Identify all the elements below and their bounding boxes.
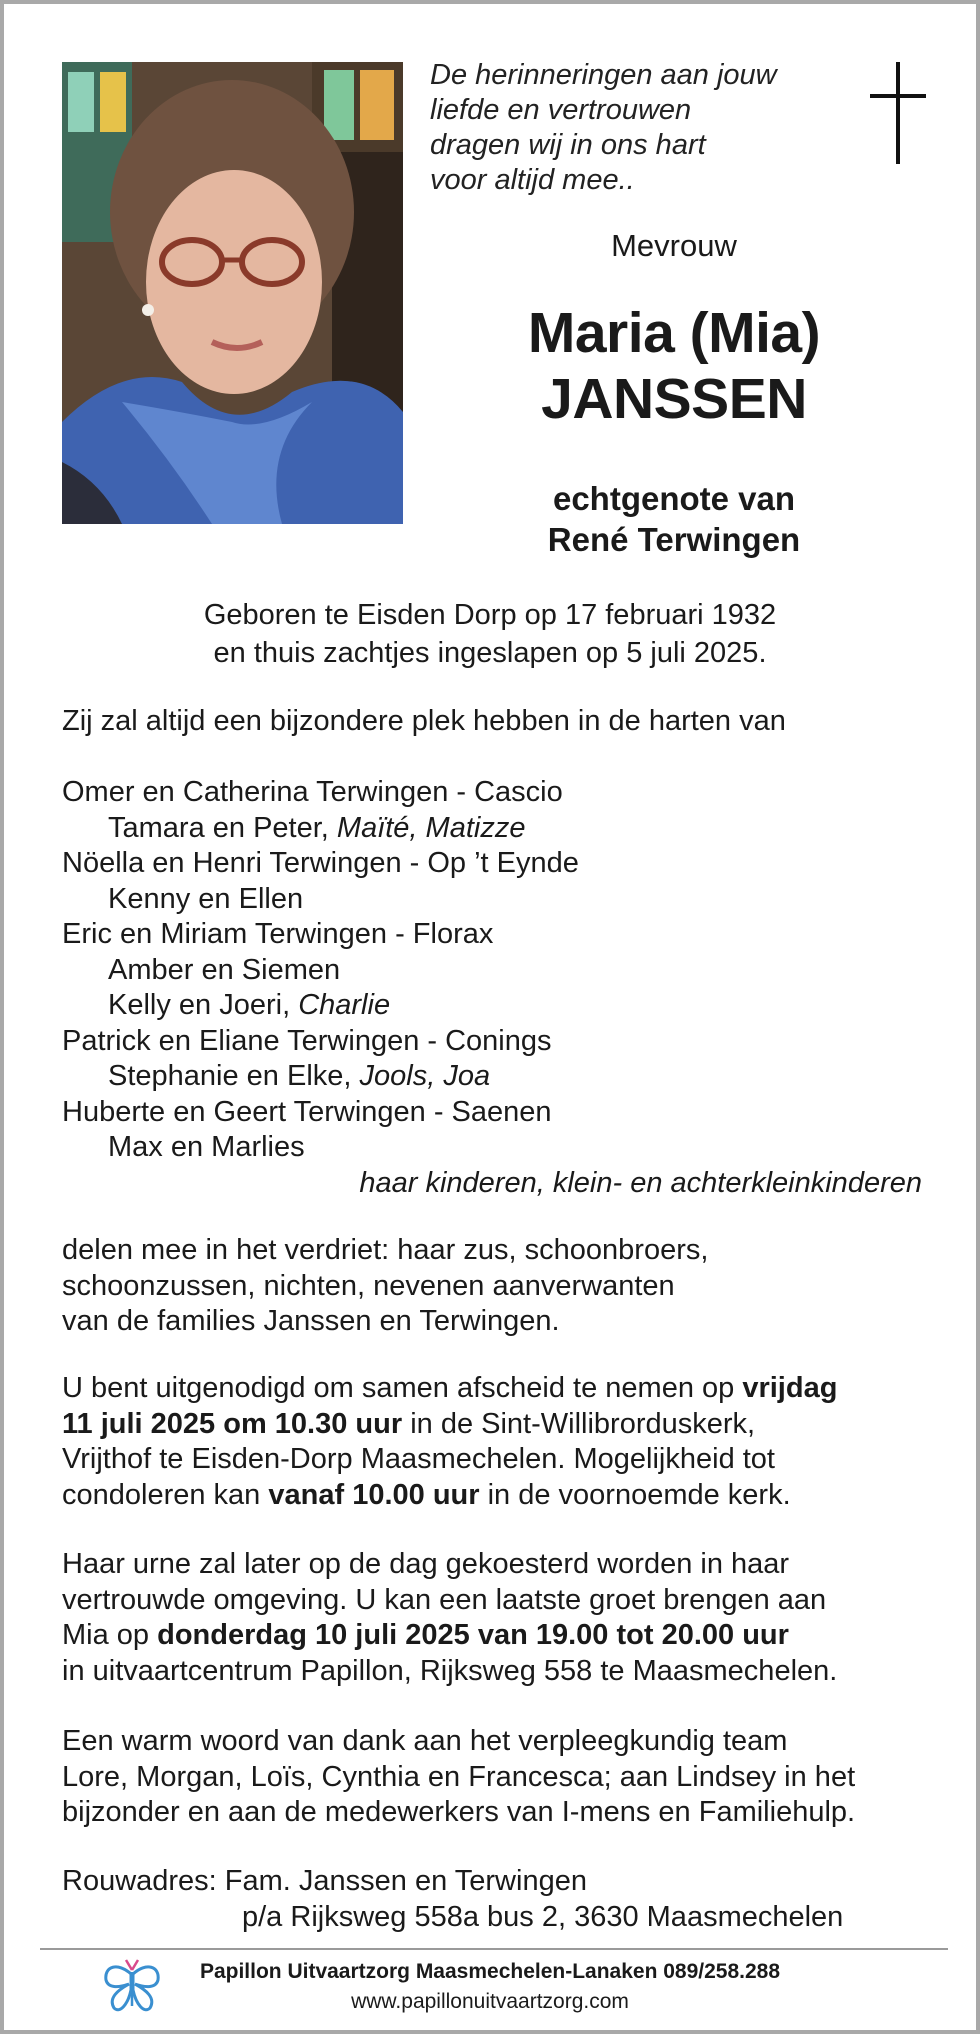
memorial-quote xyxy=(430,58,790,198)
family-signature: haar kinderen, klein- en achterkleinkinderen xyxy=(359,1166,922,1199)
family-row xyxy=(62,775,922,811)
family-signature-row xyxy=(62,1166,922,1202)
family-list xyxy=(62,775,922,1201)
quote-line: voor altijd mee.. xyxy=(430,164,635,196)
share-grief-paragraph xyxy=(62,1233,922,1340)
family-row xyxy=(62,1130,922,1166)
family-name: Kelly en Joeri, xyxy=(108,989,299,1021)
family-children: Charlie xyxy=(298,989,391,1021)
thanks-paragraph xyxy=(62,1724,922,1831)
quote-line: De herinneringen aan jouw xyxy=(430,59,777,91)
paragraph-line xyxy=(62,1371,922,1407)
ceremony-day: vrijdag xyxy=(742,1372,838,1404)
deceased-first-name: Maria (Mia) xyxy=(527,301,821,365)
family-row xyxy=(62,1095,922,1131)
death-line: en thuis zachtjes ingeslapen op 5 juli 2025. xyxy=(213,637,767,669)
text-span: in de voornoemde kerk. xyxy=(479,1478,791,1511)
deceased-name xyxy=(404,300,944,432)
spouse-label: echtgenote van xyxy=(552,480,796,517)
family-name: Max en Marlies xyxy=(108,1131,305,1163)
cross-icon xyxy=(870,62,926,164)
family-name: Omer en Catherina Terwingen - Cascio xyxy=(62,776,563,808)
family-intro: Zij zal altijd een bijzondere plek hebben in de harten van xyxy=(62,705,786,737)
text-span: in de Sint-Willibrorduskerk, xyxy=(402,1407,756,1440)
family-row xyxy=(62,1024,922,1060)
text-span: condoleren kan xyxy=(62,1478,269,1511)
spouse-info xyxy=(404,478,944,560)
ceremony-datetime: 11 juli 2025 om 10.30 uur xyxy=(62,1407,403,1440)
funeral-home-website: www.papillonuitvaartzorg.com xyxy=(351,1990,629,2013)
paragraph-line xyxy=(62,1407,922,1443)
paragraph-line xyxy=(62,1478,922,1514)
funeral-home-phone: 089/258.288 xyxy=(657,1960,781,1983)
family-row xyxy=(62,988,922,1024)
family-children: Maïté, Matizze xyxy=(336,811,526,844)
text-span: Mia op xyxy=(62,1619,158,1651)
family-row xyxy=(62,846,922,882)
paragraph-line: Lore, Morgan, Loïs, Cynthia en Francesca; aan Lindsey in het xyxy=(62,1760,856,1793)
paragraph-line: bijzonder en aan de medewerkers van I-mens en Familiehulp. xyxy=(62,1796,856,1828)
quote-line: liefde en vertrouwen xyxy=(430,94,692,126)
family-row xyxy=(62,953,922,989)
family-name: Nöella en Henri Terwingen - Op ’t Eynde xyxy=(62,847,579,879)
honorific: Mevrouw xyxy=(611,228,737,263)
family-name: Eric en Miriam Terwingen - Florax xyxy=(62,918,494,950)
family-name: Stephanie en Elke, xyxy=(108,1060,360,1092)
funeral-home-name: Papillon Uitvaartzorg Maasmechelen-Lanaken xyxy=(199,1960,658,1983)
deceased-surname: JANSSEN xyxy=(541,367,807,431)
quote-line: dragen wij in ons hart xyxy=(430,129,706,161)
birth-line: Geboren te Eisden Dorp op 17 februari 1932 xyxy=(203,599,777,631)
family-name: Tamara en Peter, xyxy=(108,811,337,844)
birth-death-info xyxy=(4,596,976,672)
family-row xyxy=(62,917,922,953)
portrait-photo xyxy=(62,62,403,524)
urn-paragraph xyxy=(62,1547,922,1689)
address-line: Rouwadres: Fam. Janssen en Terwingen xyxy=(62,1865,587,1897)
text-span: U bent uitgenodigd om samen afscheid te nemen op xyxy=(62,1372,743,1404)
address-line: p/a Rijksweg 558a bus 2, 3630 Maasmechelen xyxy=(242,1900,844,1933)
spouse-name: René Terwingen xyxy=(547,521,801,558)
family-row xyxy=(62,1059,922,1095)
ceremony-paragraph xyxy=(62,1371,922,1513)
mourning-address xyxy=(62,1864,922,1935)
paragraph-line: Haar urne zal later op de dag gekoesterd worden in haar xyxy=(62,1548,790,1580)
paragraph-line: in uitvaartcentrum Papillon, Rijksweg 558 te Maasmechelen. xyxy=(62,1654,838,1687)
paragraph-line: delen mee in het verdriet: haar zus, schoonbroers, xyxy=(62,1234,709,1266)
paragraph-line: Een warm woord van dank aan het verpleegkundig team xyxy=(62,1725,788,1757)
footer-divider xyxy=(40,1948,948,1950)
family-row xyxy=(62,882,922,918)
paragraph-line: van de families Janssen en Terwingen. xyxy=(62,1305,560,1337)
family-name: Huberte en Geert Terwingen - Saenen xyxy=(62,1095,552,1128)
visitation-datetime: donderdag 10 juli 2025 van 19.00 tot 20.00 uur xyxy=(157,1619,789,1651)
paragraph-line xyxy=(62,1618,922,1654)
funeral-home-footer xyxy=(4,1957,976,2017)
family-row xyxy=(62,811,922,847)
paragraph-line: Vrijthof te Eisden-Dorp Maasmechelen. Mogelijkheid tot xyxy=(62,1443,775,1475)
paragraph-line: schoonzussen, nichten, nevenen aanverwanten xyxy=(62,1269,675,1302)
paragraph-line: vertrouwde omgeving. U kan een laatste groet brengen aan xyxy=(62,1583,827,1616)
family-name: Kenny en Ellen xyxy=(108,882,304,915)
footer-company-line xyxy=(4,1957,976,1987)
family-name: Patrick en Eliane Terwingen - Conings xyxy=(62,1024,552,1057)
family-name: Amber en Siemen xyxy=(108,953,341,986)
family-children: Jools, Joa xyxy=(359,1060,491,1092)
condolence-time: vanaf 10.00 uur xyxy=(268,1478,480,1511)
portrait-illustration xyxy=(62,62,403,524)
